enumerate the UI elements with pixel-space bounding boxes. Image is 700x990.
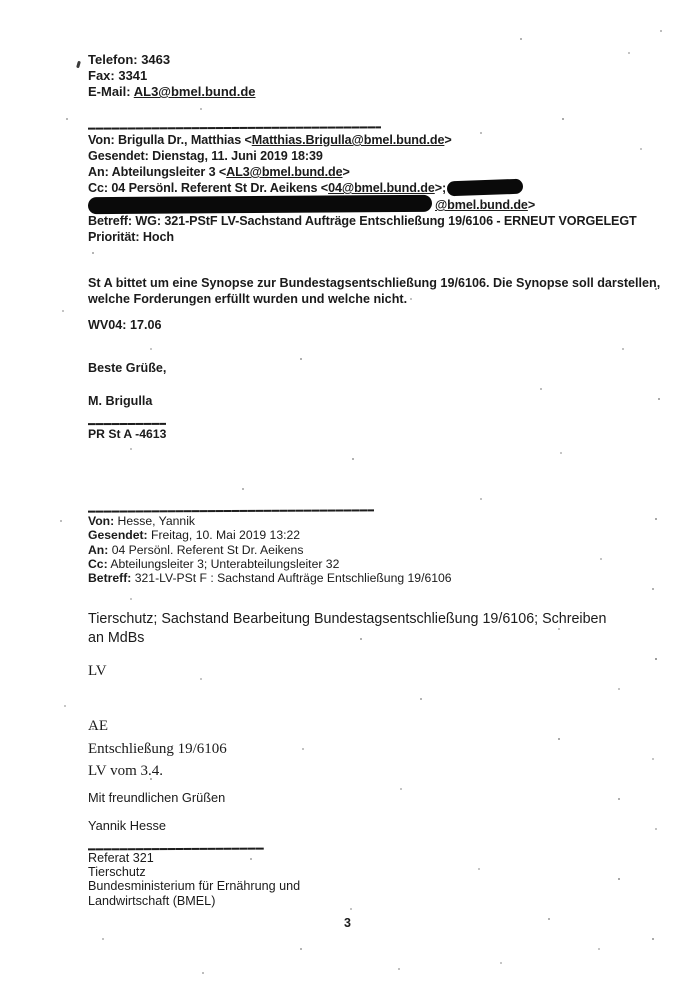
email2-subject-line: Betreff: 321-LV-PSt F : Sachstand Aufträge Entschließung 19/6106 — [88, 571, 452, 586]
fax-line: Fax: 3341 — [88, 68, 148, 83]
signature-line: Referat 321 — [88, 851, 154, 865]
note-line: AE — [88, 718, 108, 734]
email2-signer-name: Yannik Hesse — [88, 818, 167, 833]
scan-artifact-mark — [76, 61, 81, 69]
redaction-bar-small — [447, 179, 523, 197]
email1-sent-line: Gesendet: Dienstag, 11. Juni 2019 18:39 — [88, 149, 323, 163]
email1-cc2-address-link: @bmel.bund.de — [435, 198, 528, 212]
email1-cc-line2: @bmel.bund.de> — [88, 196, 637, 213]
email-address-link: AL3@bmel.bund.de — [133, 84, 256, 99]
email2-signature-block — [88, 851, 300, 908]
email1-signature-ref: PR St A -4613 — [88, 427, 167, 441]
signature-line: Landwirtschaft (BMEL) — [88, 893, 216, 908]
note-line: LV vom 3.4. — [88, 763, 164, 779]
email1-closing: Beste Grüße, — [88, 361, 167, 375]
email1-from-line: Von: Brigulla Dr., Matthias <Matthias.Brigulla@bmel.bund.de> — [88, 133, 452, 147]
signature-line: Bundesministerium für Ernährung und — [88, 879, 301, 894]
email1-header — [88, 132, 637, 245]
email1-cc-address-link: 04@bmel.bund.de — [328, 181, 435, 195]
email1-to-line: An: Abteilungsleiter 3 <AL3@bmel.bund.de> — [88, 165, 350, 179]
subject-text-line: an MdBs — [88, 629, 145, 646]
email2-to-line: An: 04 Persönl. Referent St Dr. Aeikens — [88, 542, 304, 557]
email1-to-address-link: AL3@bmel.bund.de — [226, 165, 343, 179]
email2-closing: Mit freundlichen Grüßen — [88, 790, 226, 805]
header-divider-line — [88, 509, 374, 512]
signature-line: Tierschutz — [88, 865, 146, 880]
scan-noise — [0, 0, 2, 2]
email2-cc-line: Cc: Abteilungsleiter 3; Unterabteilungsleiter 32 — [88, 556, 340, 571]
email2-subject-text — [88, 610, 640, 647]
email1-priority-line: Priorität: Hoch — [88, 230, 174, 244]
note-line: Entschließung 19/6106 — [88, 740, 227, 757]
email1-signer-name: M. Brigulla — [88, 394, 153, 408]
page-number: 3 — [344, 916, 351, 930]
email-line — [88, 84, 256, 100]
email1-subject-line: Betreff: WG: 321-PStF LV-Sachstand Aufträge Entschließung 19/6106 - ERNEUT VORGELEGT — [88, 214, 637, 228]
subject-text-line: Tierschutz; Sachstand Bearbeitung Bundestagsentschließung 19/6106; Schreiben — [88, 611, 607, 627]
contact-block — [88, 52, 256, 100]
email2-from-line: Von: Hesse, Yannik — [88, 514, 196, 528]
signature-divider-line — [88, 423, 166, 425]
email1-wv-note: WV04: 17.06 — [88, 318, 162, 332]
email-label: E-Mail: — [88, 84, 134, 99]
body-text-line: welche Forderungen erfüllt wurden und welche nicht. — [88, 291, 408, 306]
body-text-line: St A bittet um eine Synopse zur Bundestagsentschließung 19/6106. Die Synopse soll darstellen, — [88, 276, 661, 290]
email2-notes-block — [88, 715, 227, 783]
email2-header — [88, 514, 452, 585]
email2-sent-line: Gesendet: Freitag, 10. Mai 2019 13:22 — [88, 528, 301, 543]
email1-from-address-link: Matthias.Brigulla@bmel.bund.de — [251, 133, 445, 147]
header-divider-line — [88, 126, 381, 129]
telefon-line: Telefon: 3463 — [88, 52, 171, 67]
signature-divider-line — [88, 848, 264, 851]
email1-body — [88, 276, 668, 307]
redaction-bar-large — [88, 195, 432, 214]
email1-cc-line: Cc: 04 Persönl. Referent St Dr. Aeikens <04@bmel.bund.de>; — [88, 180, 637, 196]
email2-note-lv: LV — [88, 663, 107, 679]
